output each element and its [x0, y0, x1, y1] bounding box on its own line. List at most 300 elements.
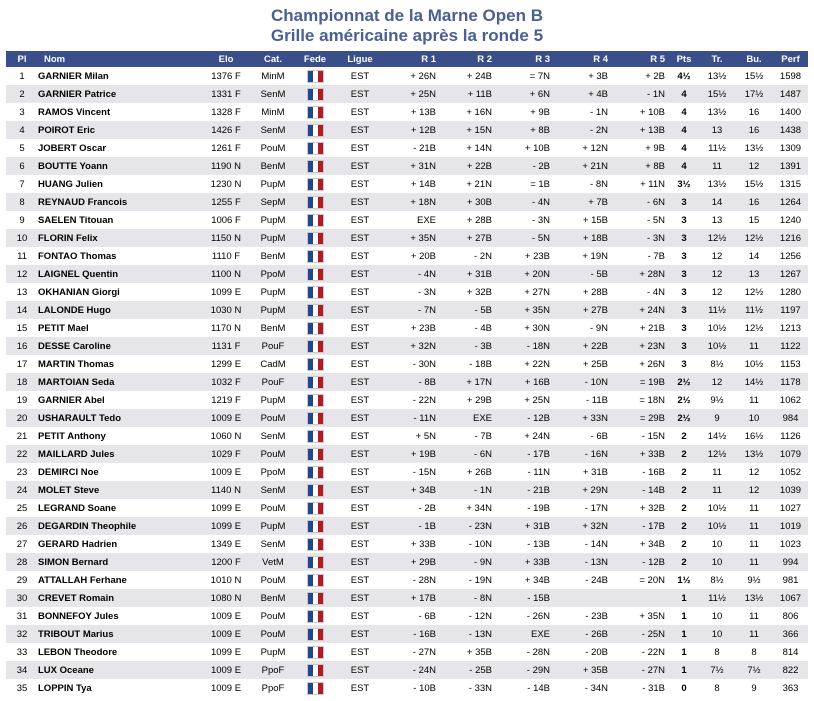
- cell-bu: 11: [735, 391, 773, 409]
- player-name-link[interactable]: SAELEN Titouan: [38, 211, 198, 229]
- cell-perf: 806: [773, 607, 808, 625]
- cell-r3: - 11N: [496, 463, 554, 481]
- cell-r2: - 8N: [440, 589, 496, 607]
- cell-r5: + 35N: [612, 607, 669, 625]
- cell-r5: = 19B: [612, 373, 669, 391]
- cell-r1: - 30N: [382, 355, 440, 373]
- france-flag-icon: [307, 538, 324, 551]
- player-name-link[interactable]: OKHANIAN Giorgi: [38, 283, 198, 301]
- cell-pts: 0: [669, 679, 699, 697]
- cell-elo: 1099 E: [198, 517, 254, 535]
- cell-elo: 1349 E: [198, 535, 254, 553]
- cell-r2: EXE: [440, 409, 496, 427]
- cell-r3: = 1B: [496, 175, 554, 193]
- cell-elo: 1029 F: [198, 445, 254, 463]
- table-row: [6, 643, 808, 661]
- player-name-link[interactable]: GARNIER Abel: [38, 391, 198, 409]
- france-flag-icon: [307, 430, 324, 443]
- cell-r2: - 12N: [440, 607, 496, 625]
- cell-r3: + 20N: [496, 265, 554, 283]
- player-name-link[interactable]: ATTALLAH Ferhane: [38, 571, 198, 589]
- col-header-elo[interactable]: Elo: [198, 51, 254, 67]
- cell-pts: 2½: [669, 409, 699, 427]
- cell-fede: [292, 661, 338, 679]
- player-name-link[interactable]: FLORIN Felix: [38, 229, 198, 247]
- col-header-perf[interactable]: Perf: [773, 51, 808, 67]
- cell-ligue: EST: [338, 643, 382, 661]
- cell-pts: 3: [669, 193, 699, 211]
- cell-bu: 11: [735, 337, 773, 355]
- cell-pts: 2: [669, 535, 699, 553]
- cell-r1: + 14B: [382, 175, 440, 193]
- cell-bu: 11: [735, 535, 773, 553]
- cell-r5: + 34B: [612, 535, 669, 553]
- table-row: [6, 85, 808, 103]
- cell-cat: PouF: [254, 337, 292, 355]
- player-name-link[interactable]: HUANG Julien: [38, 175, 198, 193]
- cell-r4: + 31B: [554, 463, 612, 481]
- cell-cat: PupM: [254, 391, 292, 409]
- cell-elo: 1080 N: [198, 589, 254, 607]
- player-name-link[interactable]: FONTAO Thomas: [38, 247, 198, 265]
- col-header-r5[interactable]: R 5: [612, 51, 669, 67]
- cell-tr: 12: [699, 247, 735, 265]
- cell-r3: + 34B: [496, 571, 554, 589]
- player-name-link[interactable]: PETIT Anthony: [38, 427, 198, 445]
- cell-pts: 3: [669, 355, 699, 373]
- cell-r1: - 27N: [382, 643, 440, 661]
- col-header-ligue[interactable]: Ligue: [338, 51, 382, 67]
- france-flag-icon: [307, 286, 324, 299]
- cell-fede: [292, 85, 338, 103]
- col-header-r1[interactable]: R 1: [382, 51, 440, 67]
- cell-r3: + 24N: [496, 427, 554, 445]
- player-name-link[interactable]: LAIGNEL Quentin: [38, 265, 198, 283]
- france-flag-icon: [307, 358, 324, 371]
- cell-r5: - 5N: [612, 211, 669, 229]
- cell-r4: + 33N: [554, 409, 612, 427]
- cell-pl: 12: [6, 265, 38, 283]
- player-name-link[interactable]: GERARD Hadrien: [38, 535, 198, 553]
- cell-r3: - 29N: [496, 661, 554, 679]
- cell-tr: 14½: [699, 427, 735, 445]
- cell-r2: - 3B: [440, 337, 496, 355]
- cell-cat: PouM: [254, 409, 292, 427]
- cell-tr: 15½: [699, 85, 735, 103]
- cell-ligue: EST: [338, 175, 382, 193]
- cell-r4: + 3B: [554, 67, 612, 85]
- france-flag-icon: [307, 304, 324, 317]
- cell-cat: SenM: [254, 121, 292, 139]
- cell-bu: 12: [735, 463, 773, 481]
- cell-r5: + 2B: [612, 67, 669, 85]
- cell-ligue: EST: [338, 553, 382, 571]
- cell-r3: - 5N: [496, 229, 554, 247]
- france-flag-icon: [307, 520, 324, 533]
- cell-r1: + 13B: [382, 103, 440, 121]
- cell-fede: [292, 211, 338, 229]
- cell-perf: 1052: [773, 463, 808, 481]
- cell-tr: 9: [699, 409, 735, 427]
- cell-perf: 984: [773, 409, 808, 427]
- cell-cat: PupM: [254, 517, 292, 535]
- cell-r2: - 2N: [440, 247, 496, 265]
- col-header-tr[interactable]: Tr.: [699, 51, 735, 67]
- player-name-link[interactable]: PETIT Mael: [38, 319, 198, 337]
- cell-pl: 2: [6, 85, 38, 103]
- cell-elo: 1131 F: [198, 337, 254, 355]
- cell-r4: - 13N: [554, 553, 612, 571]
- cell-bu: 9: [735, 679, 773, 697]
- france-flag-icon: [307, 376, 324, 389]
- col-header-r3[interactable]: R 3: [496, 51, 554, 67]
- table-row: [6, 283, 808, 301]
- table-row: [6, 103, 808, 121]
- cell-fede: [292, 301, 338, 319]
- cell-r5: + 11N: [612, 175, 669, 193]
- cell-perf: 1309: [773, 139, 808, 157]
- cell-pl: 8: [6, 193, 38, 211]
- player-name-link[interactable]: MARTOIAN Seda: [38, 373, 198, 391]
- cell-perf: 366: [773, 625, 808, 643]
- cell-r5: + 13B: [612, 121, 669, 139]
- cell-ligue: EST: [338, 535, 382, 553]
- cell-pts: 3: [669, 211, 699, 229]
- cell-tr: 12½: [699, 445, 735, 463]
- cell-tr: 13½: [699, 67, 735, 85]
- cell-pts: 1½: [669, 571, 699, 589]
- cell-perf: 1067: [773, 589, 808, 607]
- cell-r2: + 32B: [440, 283, 496, 301]
- cell-r3: + 22N: [496, 355, 554, 373]
- cell-pl: 21: [6, 427, 38, 445]
- cell-r4: + 35B: [554, 661, 612, 679]
- cell-perf: 1079: [773, 445, 808, 463]
- cell-r4: + 15B: [554, 211, 612, 229]
- cell-r3: + 31B: [496, 517, 554, 535]
- cell-tr: 13: [699, 211, 735, 229]
- cell-bu: 12: [735, 157, 773, 175]
- cell-ligue: EST: [338, 103, 382, 121]
- cell-pts: 2: [669, 463, 699, 481]
- cell-r2: + 29B: [440, 391, 496, 409]
- cell-pts: 3: [669, 337, 699, 355]
- player-name-link[interactable]: GARNIER Milan: [38, 67, 198, 85]
- cell-cat: SenM: [254, 535, 292, 553]
- cell-elo: 1328 F: [198, 103, 254, 121]
- cell-ligue: EST: [338, 139, 382, 157]
- cell-r4: - 5B: [554, 265, 612, 283]
- france-flag-icon: [307, 664, 324, 677]
- cell-r3: + 33B: [496, 553, 554, 571]
- cell-r4: - 23B: [554, 607, 612, 625]
- cell-ligue: EST: [338, 373, 382, 391]
- col-header-r4[interactable]: R 4: [554, 51, 612, 67]
- cell-r1: + 17B: [382, 589, 440, 607]
- cell-ligue: EST: [338, 571, 382, 589]
- col-header-bu[interactable]: Bu.: [735, 51, 773, 67]
- cell-r1: - 22N: [382, 391, 440, 409]
- cell-fede: [292, 337, 338, 355]
- cell-r1: - 10B: [382, 679, 440, 697]
- player-name-link[interactable]: GARNIER Patrice: [38, 85, 198, 103]
- cell-fede: [292, 121, 338, 139]
- player-name-link[interactable]: LEBON Theodore: [38, 643, 198, 661]
- cell-tr: 7½: [699, 661, 735, 679]
- cell-cat: PpoF: [254, 679, 292, 697]
- cell-r3: + 16B: [496, 373, 554, 391]
- cell-r5: - 17B: [612, 517, 669, 535]
- cell-elo: 1099 E: [198, 643, 254, 661]
- cell-r2: + 34N: [440, 499, 496, 517]
- player-name-link[interactable]: DESSE Caroline: [38, 337, 198, 355]
- cell-r3: + 27N: [496, 283, 554, 301]
- cell-r2: - 7B: [440, 427, 496, 445]
- cell-r5: - 4N: [612, 283, 669, 301]
- player-name-link[interactable]: MAILLARD Jules: [38, 445, 198, 463]
- cell-bu: 16: [735, 121, 773, 139]
- cell-pts: 4½: [669, 67, 699, 85]
- cell-r2: - 9N: [440, 553, 496, 571]
- table-row: [6, 391, 808, 409]
- france-flag-icon: [307, 160, 324, 173]
- cell-cat: SenM: [254, 427, 292, 445]
- cell-pts: 3: [669, 247, 699, 265]
- player-name-link[interactable]: LUX Oceane: [38, 661, 198, 679]
- cell-tr: 12: [699, 265, 735, 283]
- player-name-link[interactable]: LALONDE Hugo: [38, 301, 198, 319]
- cell-pts: 3: [669, 229, 699, 247]
- cell-perf: 981: [773, 571, 808, 589]
- cell-r2: - 13N: [440, 625, 496, 643]
- cell-pl: 34: [6, 661, 38, 679]
- cell-r3: - 19B: [496, 499, 554, 517]
- cell-cat: CadM: [254, 355, 292, 373]
- player-name-link[interactable]: DEMIRCI Noe: [38, 463, 198, 481]
- cell-r1: + 18N: [382, 193, 440, 211]
- cell-cat: PupM: [254, 301, 292, 319]
- table-row: [6, 247, 808, 265]
- player-name-link[interactable]: CREVET Romain: [38, 589, 198, 607]
- cell-r3: + 9B: [496, 103, 554, 121]
- table-row: [6, 625, 808, 643]
- cell-fede: [292, 139, 338, 157]
- cell-elo: 1030 N: [198, 301, 254, 319]
- cell-fede: [292, 643, 338, 661]
- table-row: [6, 607, 808, 625]
- cell-elo: 1150 N: [198, 229, 254, 247]
- france-flag-icon: [307, 214, 324, 227]
- cell-perf: 1487: [773, 85, 808, 103]
- player-name-link[interactable]: DEGARDIN Theophile: [38, 517, 198, 535]
- cell-elo: 1009 E: [198, 661, 254, 679]
- cell-bu: 11: [735, 517, 773, 535]
- cell-r1: + 5N: [382, 427, 440, 445]
- cell-fede: [292, 319, 338, 337]
- cell-fede: [292, 445, 338, 463]
- cell-r5: = 18N: [612, 391, 669, 409]
- cell-r4: - 2N: [554, 121, 612, 139]
- player-name-link[interactable]: MOLET Steve: [38, 481, 198, 499]
- cell-tr: 12½: [699, 229, 735, 247]
- player-name-link[interactable]: USHARAULT Tedo: [38, 409, 198, 427]
- france-flag-icon: [307, 466, 324, 479]
- cell-pts: 4: [669, 157, 699, 175]
- col-header-pts[interactable]: Pts: [669, 51, 699, 67]
- france-flag-icon: [307, 556, 324, 569]
- cell-perf: 1280: [773, 283, 808, 301]
- col-header-r2[interactable]: R 2: [440, 51, 496, 67]
- player-name-link[interactable]: JOBERT Oscar: [38, 139, 198, 157]
- cell-bu: 7½: [735, 661, 773, 679]
- cell-r5: + 33B: [612, 445, 669, 463]
- cell-fede: [292, 517, 338, 535]
- cell-r2: - 19N: [440, 571, 496, 589]
- col-header-nom[interactable]: Nom: [38, 51, 198, 67]
- cell-ligue: EST: [338, 319, 382, 337]
- cell-pts: 2: [669, 445, 699, 463]
- cell-ligue: EST: [338, 229, 382, 247]
- cell-fede: [292, 463, 338, 481]
- cell-tr: 11½: [699, 139, 735, 157]
- cell-tr: 11½: [699, 589, 735, 607]
- cell-r1: + 19B: [382, 445, 440, 463]
- cell-elo: 1230 N: [198, 175, 254, 193]
- col-header-fede[interactable]: Fede: [292, 51, 338, 67]
- cell-fede: [292, 175, 338, 193]
- cell-fede: [292, 283, 338, 301]
- cell-pts: 1: [669, 589, 699, 607]
- cell-pl: 25: [6, 499, 38, 517]
- cell-pl: 5: [6, 139, 38, 157]
- cell-r1: - 7N: [382, 301, 440, 319]
- cell-ligue: EST: [338, 445, 382, 463]
- cell-elo: 1100 N: [198, 265, 254, 283]
- cell-perf: 814: [773, 643, 808, 661]
- page-title: Championnat de la Marne Open B: [270, 6, 544, 25]
- cell-cat: MinM: [254, 67, 292, 85]
- player-name-link[interactable]: BONNEFOY Jules: [38, 607, 198, 625]
- cell-tr: 10: [699, 535, 735, 553]
- cell-perf: 1023: [773, 535, 808, 553]
- cell-pl: 19: [6, 391, 38, 409]
- cell-tr: 11½: [699, 301, 735, 319]
- cell-r3: - 13B: [496, 535, 554, 553]
- player-name-link[interactable]: RAMOS Vincent: [38, 103, 198, 121]
- cell-tr: 12: [699, 373, 735, 391]
- cell-perf: 822: [773, 661, 808, 679]
- cell-r1: - 8B: [382, 373, 440, 391]
- cell-ligue: EST: [338, 265, 382, 283]
- cell-bu: 13: [735, 265, 773, 283]
- cell-tr: 8: [699, 679, 735, 697]
- cell-r2: + 26B: [440, 463, 496, 481]
- cell-tr: 10: [699, 607, 735, 625]
- cell-r5: - 14B: [612, 481, 669, 499]
- cell-pts: 4: [669, 85, 699, 103]
- cell-cat: PouM: [254, 499, 292, 517]
- cell-r2: + 30B: [440, 193, 496, 211]
- player-name-link[interactable]: POIROT Eric: [38, 121, 198, 139]
- france-flag-icon: [307, 502, 324, 515]
- cell-bu: 15½: [735, 67, 773, 85]
- cell-tr: 9½: [699, 391, 735, 409]
- cell-r5: - 22N: [612, 643, 669, 661]
- cell-cat: PouM: [254, 139, 292, 157]
- cell-elo: 1060 N: [198, 427, 254, 445]
- cell-elo: 1376 F: [198, 67, 254, 85]
- cell-ligue: EST: [338, 427, 382, 445]
- table-row: [6, 679, 808, 697]
- cell-r2: + 15N: [440, 121, 496, 139]
- col-header-pl[interactable]: Pl: [6, 51, 38, 67]
- cell-r4: + 28B: [554, 283, 612, 301]
- cell-elo: 1009 E: [198, 607, 254, 625]
- cell-r3: - 12B: [496, 409, 554, 427]
- table-row: [6, 373, 808, 391]
- cell-r1: + 35N: [382, 229, 440, 247]
- cell-fede: [292, 625, 338, 643]
- cell-r5: + 28N: [612, 265, 669, 283]
- cell-pts: 1: [669, 625, 699, 643]
- player-name-link[interactable]: MARTIN Thomas: [38, 355, 198, 373]
- cell-pl: 27: [6, 535, 38, 553]
- cell-fede: [292, 103, 338, 121]
- cell-r5: - 15N: [612, 427, 669, 445]
- cell-cat: PouM: [254, 607, 292, 625]
- france-flag-icon: [307, 196, 324, 209]
- cell-perf: 1267: [773, 265, 808, 283]
- cell-fede: [292, 427, 338, 445]
- cell-bu: 13½: [735, 139, 773, 157]
- cell-cat: BenM: [254, 247, 292, 265]
- player-name-link[interactable]: SIMON Bernard: [38, 553, 198, 571]
- col-header-cat[interactable]: Cat.: [254, 51, 292, 67]
- cell-r5: - 27N: [612, 661, 669, 679]
- cell-r1: - 1B: [382, 517, 440, 535]
- france-flag-icon: [307, 646, 324, 659]
- cell-r4: + 18B: [554, 229, 612, 247]
- cell-fede: [292, 607, 338, 625]
- player-name-link[interactable]: LOPPIN Tya: [38, 679, 198, 697]
- cell-tr: 14: [699, 193, 735, 211]
- cell-r2: + 11B: [440, 85, 496, 103]
- cell-perf: 1153: [773, 355, 808, 373]
- cell-r4: + 19N: [554, 247, 612, 265]
- cell-fede: [292, 481, 338, 499]
- cell-ligue: EST: [338, 85, 382, 103]
- player-name-link[interactable]: LEGRAND Soane: [38, 499, 198, 517]
- france-flag-icon: [307, 340, 324, 353]
- cell-r2: - 1N: [440, 481, 496, 499]
- cell-tr: 13½: [699, 103, 735, 121]
- cell-perf: 1126: [773, 427, 808, 445]
- cell-perf: 1216: [773, 229, 808, 247]
- cell-r4: - 14N: [554, 535, 612, 553]
- player-name-link[interactable]: TRIBOUT Marius: [38, 625, 198, 643]
- header-row: [6, 51, 808, 67]
- cell-perf: 1400: [773, 103, 808, 121]
- player-name-link[interactable]: REYNAUD Francois: [38, 193, 198, 211]
- cell-pl: 22: [6, 445, 38, 463]
- cell-r5: + 32B: [612, 499, 669, 517]
- france-flag-icon: [307, 232, 324, 245]
- player-name-link[interactable]: BOUTTE Yoann: [38, 157, 198, 175]
- cell-cat: PouM: [254, 625, 292, 643]
- france-flag-icon: [307, 394, 324, 407]
- cell-ligue: EST: [338, 247, 382, 265]
- cell-r4: - 20B: [554, 643, 612, 661]
